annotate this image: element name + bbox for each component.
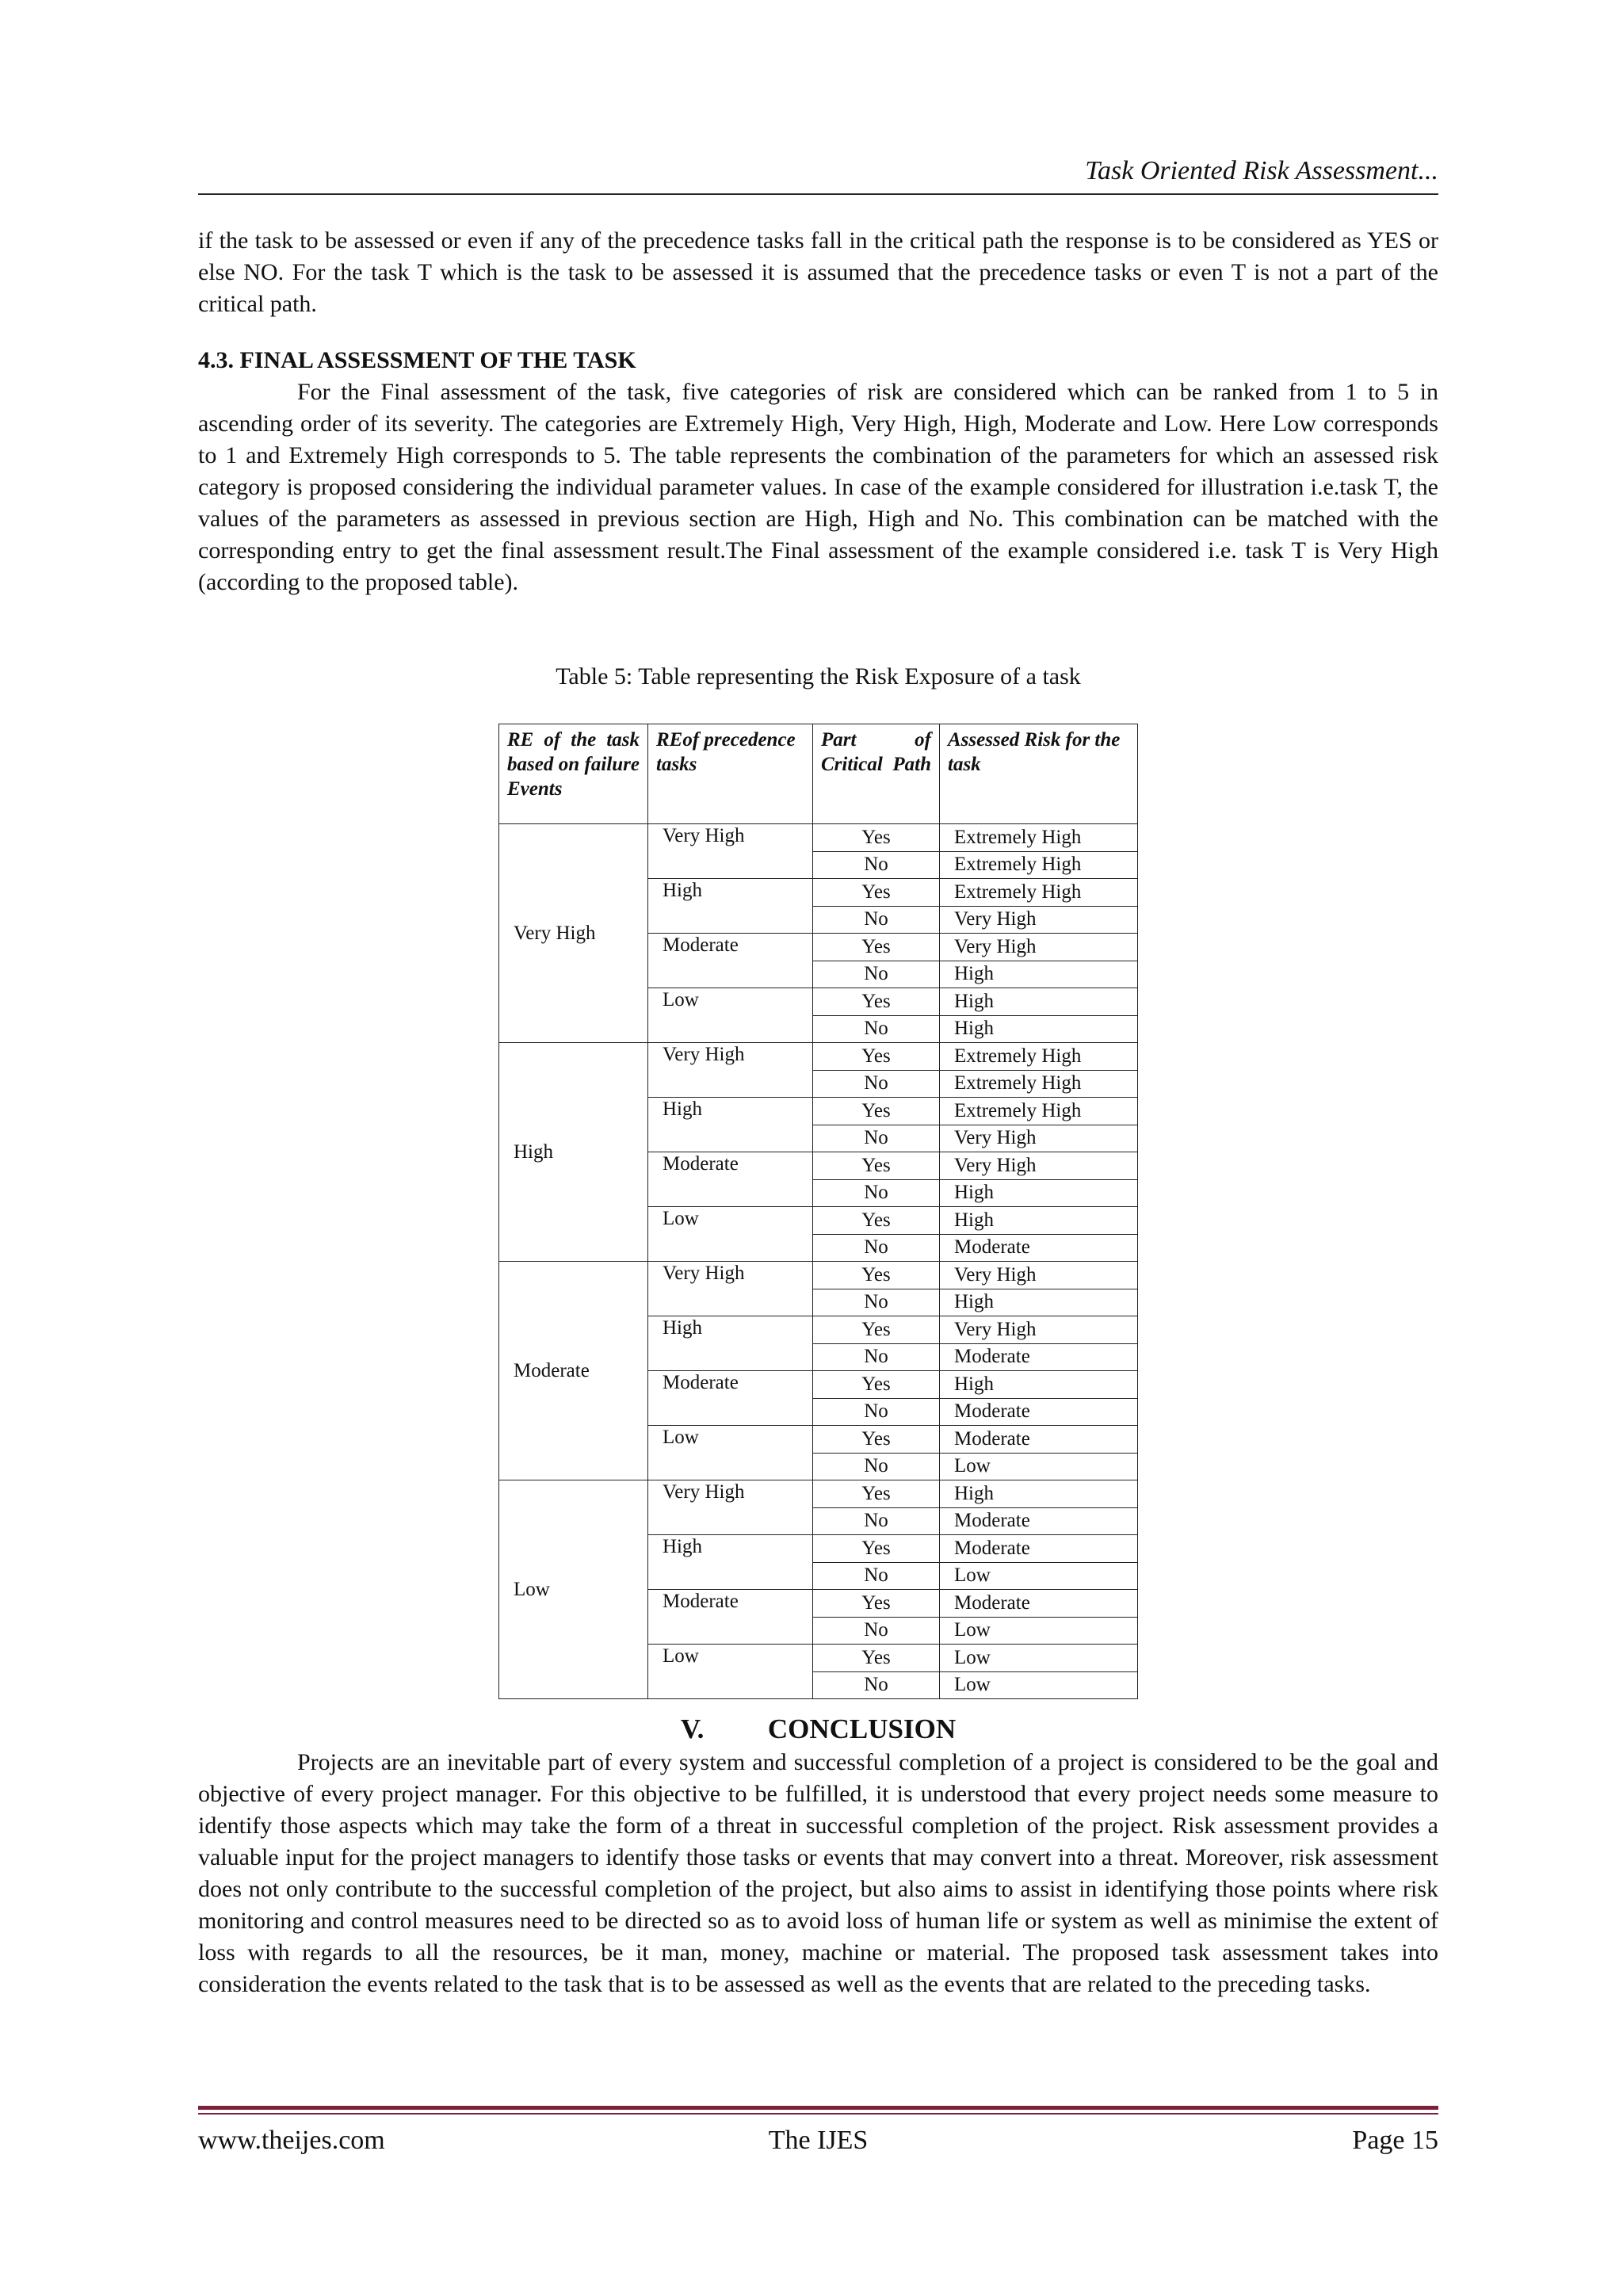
assessed-risk-cell: Moderate: [940, 1398, 1138, 1426]
assessed-risk-cell: Extremely High: [940, 1043, 1138, 1071]
re-precedence-cell: Low: [648, 1645, 813, 1699]
running-title: Task Oriented Risk Assessment...: [1085, 156, 1438, 185]
assessed-risk-cell: Very High: [940, 1152, 1138, 1180]
re-precedence-cell: Moderate: [648, 1152, 813, 1207]
assessed-risk-cell: Moderate: [940, 1343, 1138, 1371]
section-4-3-body: For the Final assessment of the task, five categories of risk are considered which can be ranked from 1 to 5 in ascending order of its severity. The categories are Extremely High, Very High, High, Moderate and Low. Here Low corresponds to 1 and Extremely High corresponds to 5. The table represents the combination of the parameters for which an assessed risk category is proposed considering the individual parameter values. In case of the example considered for illustration i.e.task T, the values of the parameters as assessed in previous section are High, High and No. This combination can be matched with the corresponding entry to get the final assessment result.The Final assessment of the example considered i.e. task T is Very High (according to the proposed table).: [198, 379, 1438, 595]
assessed-risk-cell: Low: [940, 1671, 1138, 1699]
re-precedence-cell: Moderate: [648, 1590, 813, 1645]
critical-path-cell: No: [813, 1179, 940, 1207]
critical-path-cell: No: [813, 1617, 940, 1645]
assessed-risk-cell: High: [940, 1480, 1138, 1508]
re-precedence-cell: Very High: [648, 1480, 813, 1535]
critical-path-cell: No: [813, 1343, 940, 1371]
conclusion-number: V.: [680, 1713, 705, 1744]
header-re-precedence-tasks: REof precedence tasks: [648, 724, 813, 824]
critical-path-cell: No: [813, 1562, 940, 1590]
assessed-risk-cell: High: [940, 1207, 1138, 1235]
assessed-risk-cell: Low: [940, 1617, 1138, 1645]
re-precedence-cell: High: [648, 1535, 813, 1590]
critical-path-cell: Yes: [813, 988, 940, 1016]
re-failure-events-cell: Low: [499, 1480, 648, 1699]
header-assessed-risk: Assessed Risk for the task: [940, 724, 1138, 824]
risk-exposure-table: [498, 724, 1138, 1699]
re-precedence-cell: Low: [648, 988, 813, 1043]
re-precedence-cell: Low: [648, 1426, 813, 1480]
critical-path-cell: No: [813, 1234, 940, 1262]
critical-path-cell: Yes: [813, 1098, 940, 1125]
assessed-risk-cell: Extremely High: [940, 824, 1138, 852]
critical-path-cell: No: [813, 1015, 940, 1043]
critical-path-cell: Yes: [813, 1480, 940, 1508]
assessed-risk-cell: High: [940, 1179, 1138, 1207]
conclusion-heading: [198, 1712, 1438, 1747]
conclusion-body: Projects are an inevitable part of every system and successful completion of a project is considered to be the goal and objective of every project manager. For this objective to be fulfilled, it is understood that every project needs some measure to identify those aspects which may take the form of a threat in successful completion of the project. Risk assessment provides a valuable input for the project managers to identify those tasks or events that may convert into a threat. Moreover, risk assessment does not only contribute to the successful completion of the project, but also aims to assist in identifying those points where risk monitoring and control measures need to be directed so as to avoid loss of human life or system as well as minimise the extent of loss with regards to all the resources, be it man, money, machine or material. The proposed task assessment takes into consideration the events related to the task that is to be assessed as well as the events that are related to the preceding tasks.: [198, 1749, 1438, 1997]
assessed-risk-cell: High: [940, 988, 1138, 1016]
critical-path-cell: No: [813, 961, 940, 988]
table-row: [499, 1043, 1138, 1071]
assessed-risk-cell: Extremely High: [940, 879, 1138, 907]
re-failure-events-cell: High: [499, 1043, 648, 1262]
assessed-risk-cell: Extremely High: [940, 1070, 1138, 1098]
table-header-row: [499, 724, 1138, 824]
re-precedence-cell: Very High: [648, 1043, 813, 1098]
assessed-risk-cell: Low: [940, 1645, 1138, 1672]
critical-path-cell: No: [813, 851, 940, 879]
critical-path-cell: No: [813, 1289, 940, 1316]
critical-path-cell: Yes: [813, 1316, 940, 1344]
critical-path-cell: Yes: [813, 1590, 940, 1618]
re-precedence-cell: Very High: [648, 1262, 813, 1316]
assessed-risk-cell: Extremely High: [940, 1098, 1138, 1125]
footer-rule-thin: [198, 2113, 1438, 2115]
critical-path-cell: No: [813, 1125, 940, 1152]
assessed-risk-cell: High: [940, 1015, 1138, 1043]
re-precedence-cell: High: [648, 1098, 813, 1152]
table-body: [499, 824, 1138, 1699]
critical-path-cell: Yes: [813, 1535, 940, 1563]
assessed-risk-cell: Low: [940, 1562, 1138, 1590]
critical-path-cell: Yes: [813, 879, 940, 907]
table-row: [499, 824, 1138, 852]
critical-path-cell: Yes: [813, 1262, 940, 1289]
conclusion-title: CONCLUSION: [767, 1713, 957, 1744]
assessed-risk-cell: High: [940, 1289, 1138, 1316]
re-failure-events-cell: Moderate: [499, 1262, 648, 1480]
critical-path-cell: Yes: [813, 1645, 940, 1672]
assessed-risk-cell: Low: [940, 1453, 1138, 1480]
assessed-risk-cell: High: [940, 1371, 1138, 1399]
table-row: [499, 1262, 1138, 1289]
intro-paragraph: if the task to be assessed or even if any of the precedence tasks fall in the critical path the response is to be considered as YES or else NO. For the task T which is the task to be assessed it is assumed that the precedence tasks or even T is not a part of the critical path.: [198, 227, 1438, 317]
re-precedence-cell: High: [648, 1316, 813, 1371]
re-failure-events-cell: Very High: [499, 824, 648, 1043]
assessed-risk-cell: High: [940, 961, 1138, 988]
critical-path-cell: Yes: [813, 1152, 940, 1180]
assessed-risk-cell: Moderate: [940, 1426, 1138, 1454]
table-row: [499, 1480, 1138, 1508]
section-heading-4-3: 4.3. FINAL ASSESSMENT OF THE TASK: [198, 347, 636, 373]
critical-path-cell: No: [813, 1671, 940, 1699]
critical-path-cell: No: [813, 1507, 940, 1535]
assessed-risk-cell: Extremely High: [940, 851, 1138, 879]
critical-path-cell: No: [813, 1398, 940, 1426]
assessed-risk-cell: Moderate: [940, 1234, 1138, 1262]
assessed-risk-cell: Very High: [940, 1125, 1138, 1152]
footer-rule-thick: [198, 2106, 1438, 2110]
critical-path-cell: Yes: [813, 1043, 940, 1071]
assessed-risk-cell: Very High: [940, 906, 1138, 934]
critical-path-cell: Yes: [813, 824, 940, 852]
re-precedence-cell: Very High: [648, 824, 813, 879]
re-precedence-cell: High: [648, 879, 813, 934]
critical-path-cell: Yes: [813, 934, 940, 961]
re-precedence-cell: Moderate: [648, 1371, 813, 1426]
table-caption: Table 5: Table representing the Risk Exposure of a task: [556, 663, 1081, 690]
critical-path-cell: No: [813, 1453, 940, 1480]
assessed-risk-cell: Moderate: [940, 1535, 1138, 1563]
critical-path-cell: No: [813, 906, 940, 934]
header-critical-path: Part of Critical Path: [813, 724, 940, 824]
assessed-risk-cell: Moderate: [940, 1507, 1138, 1535]
critical-path-cell: Yes: [813, 1207, 940, 1235]
assessed-risk-cell: Moderate: [940, 1590, 1138, 1618]
footer-page-number: Page 15: [1352, 2126, 1438, 2155]
critical-path-cell: Yes: [813, 1426, 940, 1454]
header-rule: [198, 193, 1438, 195]
re-precedence-cell: Moderate: [648, 934, 813, 988]
header-re-failure-events: RE of the task based on failure Events: [499, 724, 648, 824]
re-precedence-cell: Low: [648, 1207, 813, 1262]
footer-journal: The IJES: [768, 2126, 869, 2155]
assessed-risk-cell: Very High: [940, 1262, 1138, 1289]
critical-path-cell: Yes: [813, 1371, 940, 1399]
footer-website: www.theijes.com: [198, 2126, 385, 2155]
assessed-risk-cell: Very High: [940, 1316, 1138, 1344]
critical-path-cell: No: [813, 1070, 940, 1098]
assessed-risk-cell: Very High: [940, 934, 1138, 961]
